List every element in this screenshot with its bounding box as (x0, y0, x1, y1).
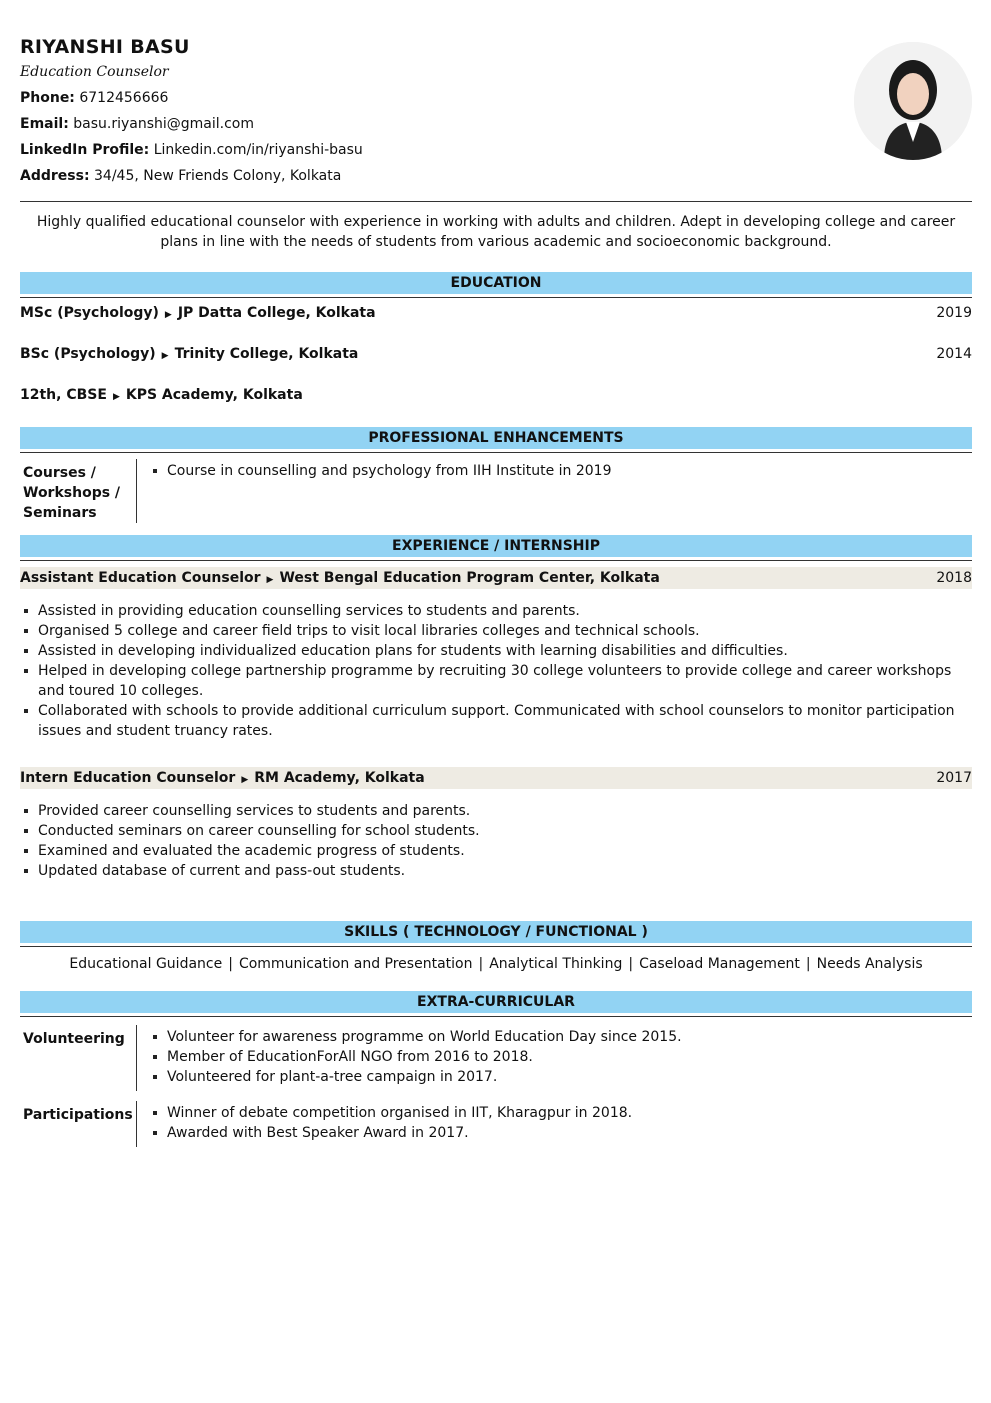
education-year: 2019 (936, 305, 972, 321)
job-role: Assistant Education Counselor (20, 570, 261, 586)
enhancements-row (20, 459, 972, 523)
skill-item: Educational Guidance (69, 956, 223, 972)
school: KPS Academy, Kolkata (125, 387, 303, 403)
extra-items (149, 1027, 972, 1087)
extra-item: Awarded with Best Speaker Award in 2017. (149, 1123, 972, 1143)
section-experience-heading: EXPERIENCE / INTERNSHIP (20, 535, 972, 557)
job-bullets (20, 789, 972, 901)
summary: Highly qualified educational counselor with experience in working with adults and children. Adept in developing college and career plans in line with the needs of students from various academic and socioeconomic background. (36, 214, 956, 250)
triangle-icon: ▶ (164, 310, 172, 320)
education-item (20, 298, 972, 339)
job-bullet: Helped in developing college partnership programme by recruiting 30 college volunteers to provide college and career workshops and toured 10 colleges. (20, 661, 972, 701)
contact-value[interactable]: basu.riyanshi@gmail.com (73, 116, 255, 132)
contact-value: 34/45, New Friends Colony, Kolkata (94, 168, 342, 184)
separator: | (805, 956, 811, 972)
job-org: RM Academy, Kolkata (254, 770, 425, 786)
extra-items (149, 1103, 972, 1143)
contact-value: 6712456666 (79, 90, 169, 106)
extra-group-label: Participations (23, 1107, 133, 1123)
triangle-icon: ▶ (266, 575, 274, 585)
candidate-name: RIYANSHI BASU (20, 36, 190, 58)
contact-label: Phone: (20, 90, 75, 106)
job-bullet: Assisted in developing individualized education plans for students with learning disabilities and difficulties. (20, 641, 972, 661)
extra-group (20, 1101, 972, 1147)
triangle-icon: ▶ (161, 351, 169, 361)
skills-list (20, 951, 972, 977)
job-header (20, 767, 972, 789)
job-bullet: Examined and evaluated the academic progress of students. (20, 841, 972, 861)
job-year: 2017 (936, 770, 972, 786)
skill-item: Needs Analysis (816, 956, 923, 972)
contact-label: LinkedIn Profile: (20, 142, 150, 158)
job-year: 2018 (936, 570, 972, 586)
education-degree-school (20, 339, 358, 380)
contact-line (20, 111, 972, 137)
education-degree-school (20, 380, 303, 421)
contact-line (20, 85, 972, 111)
skill-item: Caseload Management (639, 956, 800, 972)
extra-item: Volunteer for awareness programme on World Education Day since 2015. (149, 1027, 972, 1047)
degree: 12th, CBSE (20, 387, 107, 403)
degree: BSc (Psychology) (20, 346, 156, 362)
triangle-icon: ▶ (112, 392, 120, 402)
school: Trinity College, Kolkata (174, 346, 359, 362)
job-bullet: Collaborated with schools to provide additional curriculum support. Communicated with school counselors to monitor participation issues and student truancy rates. (20, 701, 972, 741)
contact-label: Address: (20, 168, 90, 184)
extra-group-label: Volunteering (23, 1031, 125, 1047)
school: JP Datta College, Kolkata (177, 305, 376, 321)
job-bullet: Updated database of current and pass-out students. (20, 861, 972, 881)
separator: | (228, 956, 233, 972)
triangle-icon: ▶ (241, 775, 249, 785)
degree: MSc (Psychology) (20, 305, 159, 321)
job-org: West Bengal Education Program Center, Kolkata (279, 570, 660, 586)
job-role: Intern Education Counselor (20, 770, 236, 786)
section-enhancements-heading: PROFESSIONAL ENHANCEMENTS (20, 427, 972, 449)
separator: | (478, 956, 484, 972)
contact-line (20, 163, 972, 189)
extra-item: Winner of debate competition organised in IIT, Kharagpur in 2018. (149, 1103, 972, 1123)
education-item (20, 339, 972, 380)
profile-photo (854, 42, 972, 160)
extra-item: Member of EducationForAll NGO from 2016 to 2018. (149, 1047, 972, 1067)
job-title: Education Counselor (20, 64, 169, 80)
contact-value[interactable]: Linkedin.com/in/riyanshi-basu (153, 142, 363, 158)
job-bullets (20, 589, 972, 761)
job-bullet: Assisted in providing education counselling services to students and parents. (20, 601, 972, 621)
contact-line (20, 137, 972, 163)
education-item (20, 380, 972, 421)
separator: | (628, 956, 634, 972)
section-skills-heading: SKILLS ( TECHNOLOGY / FUNCTIONAL ) (20, 921, 972, 943)
skill-item: Analytical Thinking (489, 956, 623, 972)
job-role-org (20, 767, 425, 789)
job-header (20, 567, 972, 589)
education-degree-school (20, 298, 376, 339)
section-extra-heading: EXTRA-CURRICULAR (20, 991, 972, 1013)
job-bullet: Provided career counselling services to students and parents. (20, 801, 972, 821)
skill-item: Communication and Presentation (238, 956, 473, 972)
job-bullet: Organised 5 college and career field trips to visit local libraries colleges and technical schools. (20, 621, 972, 641)
extra-group (20, 1025, 972, 1091)
enhancements-label: Courses / Workshops / Seminars (23, 465, 121, 521)
extra-item: Volunteered for plant-a-tree campaign in 2017. (149, 1067, 972, 1087)
section-education-heading: EDUCATION (20, 272, 972, 294)
contact-label: Email: (20, 116, 69, 132)
education-year: 2014 (936, 346, 972, 362)
job-bullet: Conducted seminars on career counselling for school students. (20, 821, 972, 841)
job-role-org (20, 567, 660, 589)
enhancement-item: Course in counselling and psychology from IIH Institute in 2019 (149, 461, 972, 481)
